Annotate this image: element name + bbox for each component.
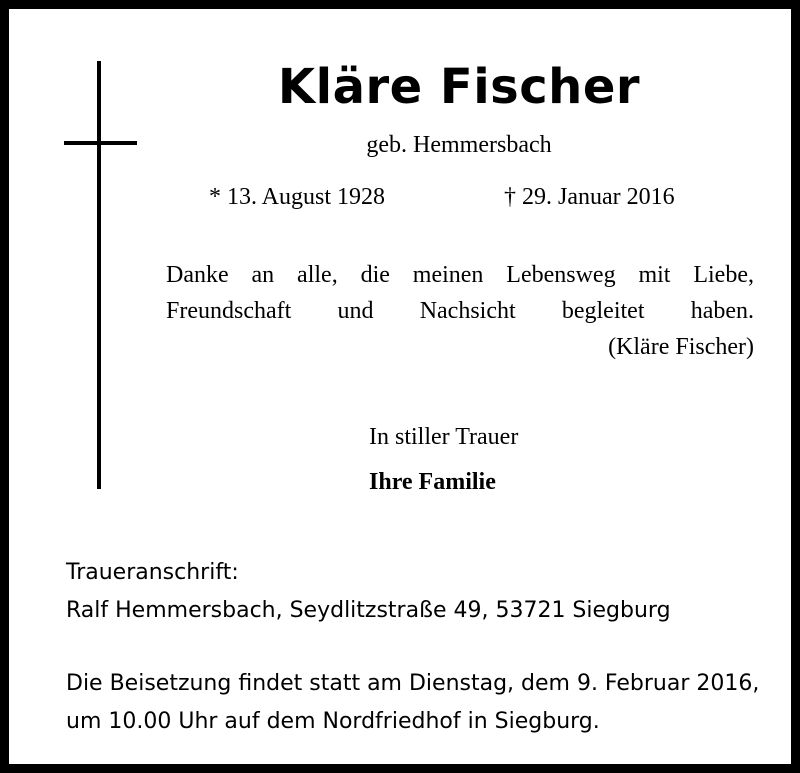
funeral-info: [66, 665, 766, 741]
quote-block: [166, 257, 754, 365]
birth-date: * 13. August 1928: [209, 184, 386, 210]
funeral-line-2: um 10.00 Uhr auf dem Nordfriedhof in Siegburg.: [66, 709, 600, 734]
cross-vertical-bar: [97, 61, 101, 489]
address-label: Traueranschrift:: [66, 560, 239, 585]
mourning-line: In stiller Trauer: [369, 424, 519, 450]
deceased-name: Kläre Fischer: [277, 59, 641, 115]
funeral-line-1: Die Beisetzung findet statt am Dienstag, dem 9. Februar 2016,: [66, 671, 760, 696]
mourning-address: Ralf Hemmersbach, Seydlitzstraße 49, 53721 Siegburg: [66, 598, 671, 623]
birth-name: geb. Hemmersbach: [366, 132, 552, 158]
quote-author: (Kläre Fischer): [608, 334, 754, 360]
death-date: † 29. Januar 2016: [504, 184, 675, 210]
quote-line-1: Danke an alle, die meinen Lebensweg mit Liebe,: [166, 262, 754, 288]
family-signature: Ihre Familie: [369, 469, 496, 495]
cross-horizontal-bar: [64, 141, 137, 145]
quote-line-2: Freundschaft und Nachsicht begleitet haben.: [166, 298, 754, 324]
